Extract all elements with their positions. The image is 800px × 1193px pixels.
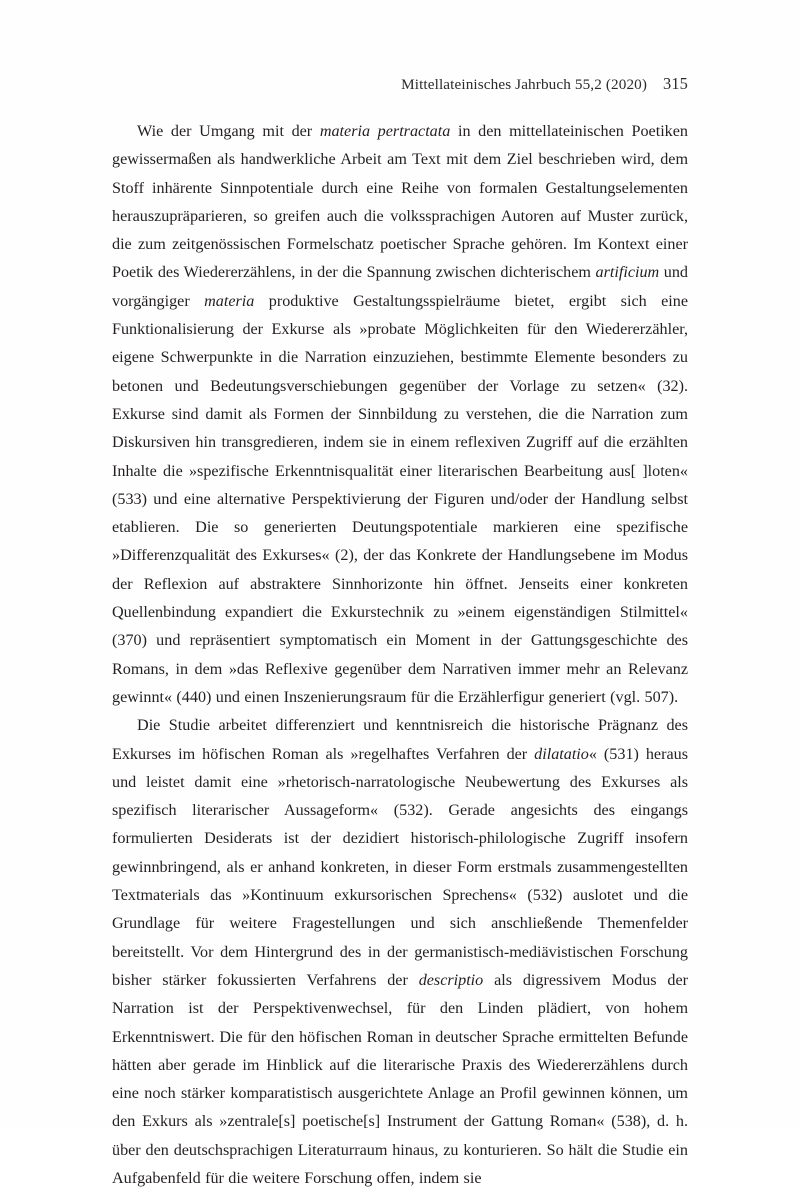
text-run: Die Studie arbeitet differenziert und kenntnisreich die historische Prägnanz des Exkurses im höfischen Roman als »regelhaftes Verfahren der [112,717,688,763]
text-run: und vorgängiger [112,264,688,310]
italic-term: descriptio [418,971,484,989]
body-text-block [112,118,688,1193]
text-run: in den mittellateinischen Poetiken gewissermaßen als handwerkliche Arbeit am Text mit dem Ziel beschrieben wird, dem Stoff inhärente Sinnpotentiale durch eine Reihe von formalen Gestaltungselementen herauszupräparieren, so greifen auch die volkssprachigen Autoren auf Muster zurück, die zum zeitgenössischen Formelschatz poetischer Sprache gehören. Im Kontext einer Poetik des Wiedererzählens, in der die Spannung zwischen dichterischem [112,123,688,282]
italic-term: materia [204,292,255,310]
paragraph-1 [112,118,688,712]
text-run: als digressivem Modus der Narration ist der Perspektivenwechsel, für den Linden plädiert, von hohem Erkenntniswert. Die für den höfischen Roman in deutscher Sprache ermittelten Befunde hätten aber gerade im Hinblick auf die literarische Praxis des Wiedererzählens durch eine noch stärker komparatistisch ausgerichtete Anlage an Profil gewinnen können, um den Exkurs als »zentrale[s] poetische[s] Instrument der Gattung Roman« (538), d. h. über den deutschsprachigen Literaturraum hinaus, zu konturieren. So hält die Studie ein Aufgabenfeld für die weitere Forschung offen, indem sie [112,971,688,1187]
paragraph-2 [112,712,688,1193]
italic-term: materia pertractata [319,123,451,140]
text-run: Wie der Umgang mit der [137,123,320,140]
italic-term: dilatatio [534,745,589,763]
page-number: 315 [663,74,688,93]
text-run: produktive Gestaltungsspielräume bietet, ergibt sich eine Funktionalisierung der Exkurse als »probate Möglichkeiten für den Wiedererzähler, eigene Schwerpunkte in die Narration einzuziehen, bestimmte Elemente besonders zu betonen und Bedeutungsverschiebungen gegenüber der Vorlage zu setzen« (32). Exkurse sind damit als Formen der Sinnbildung zu verstehen, die die Narration zum Diskursiven hin transgredieren, indem sie in einem reflexiven Zugriff auf die erzählten Inhalte die »spezifische Erkenntnisqualität einer literarischen Bearbeitung aus[ ]loten« (533) und eine alternative Perspektivierung der Figuren und/oder der Handlung selbst etablieren. Die so generierten Deutungspotentiale markieren eine spezifische »Differenzqualität des Exkurses« (2), der das Konkrete der Handlungsebene im Modus der Reflexion auf abstraktere Sinnhorizonte hin öffnet. Jenseits einer konkreten Quellenbindung expandiert die Exkurstechnik zu »einem eigenständigen Stilmittel« (370) und repräsentiert symptomatisch ein Moment in der Gattungsgeschichte des Romans, in dem »das Reflexive gegenüber dem Narrativen immer mehr an Relevanz gewinnt« (440) und einen Inszenierungsraum für die Erzählerfigur generiert (vgl. 507). [112,292,688,706]
running-header-journal-title: Mittellateinisches Jahrbuch 55,2 (2020) [401,76,648,93]
text-run: « (531) heraus und leistet damit eine »rhetorisch-narratologische Neubewertung des Exkurses als spezifisch literarischer Aussageform« (532). Gerade angesichts des eingangs formulierten Desiderats ist der dezidiert historisch-philologische Zugriff insofern gewinnbringend, als er anhand konkreten, in dieser Form erstmals zusammengestellten Textmaterials das »Kontinuum exkursorischen Sprechens« (532) auslotet und die Grundlage für weitere Fragestellungen und sich anschließende Themenfelder bereitstellt. Vor dem Hintergrund des in der germanistisch-mediävistischen Forschung bisher stärker fokussierten Verfahrens der [112,745,688,989]
italic-term: artificium [595,264,660,282]
running-header [112,74,688,94]
